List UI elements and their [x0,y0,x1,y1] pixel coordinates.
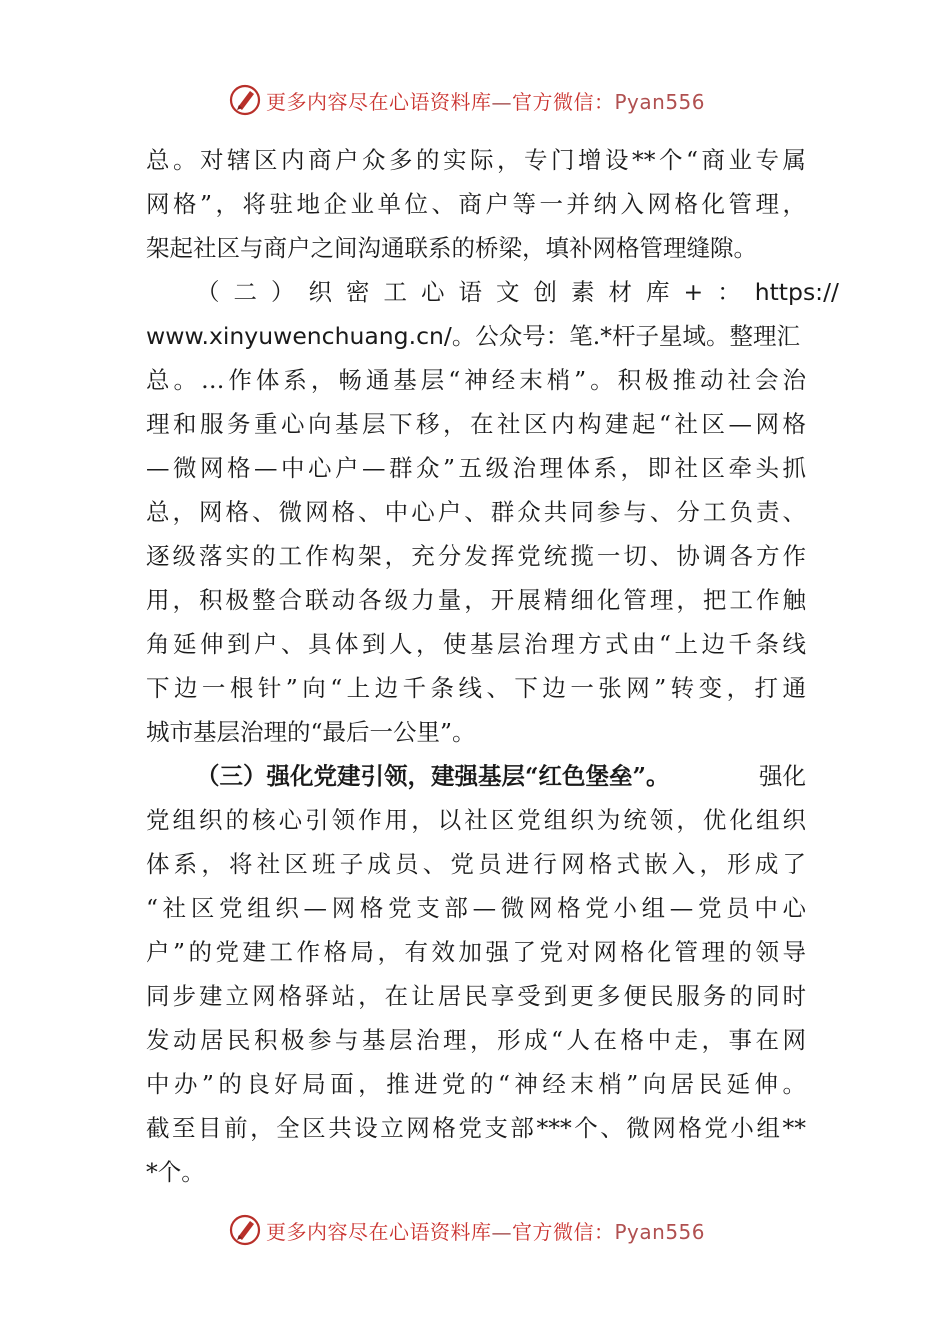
text-line: 网格”，将驻地企业单位、商户等一并纳入网格化管理， [146,190,806,218]
text-line: 体系，将社区班子成员、党员进行网格式嵌入，形成了 [146,850,806,878]
text-line: 同步建立网格驿站，在让居民享受到更多便民服务的同时 [146,982,806,1010]
text-line [146,270,839,314]
text-line: 总。对辖区内商户众多的实际，专门增设**个“商业专属 [146,146,806,174]
pen-logo-icon [228,83,262,117]
text-line: 用，积极整合联动各级力量，开展精细化管理，把工作触 [146,586,806,614]
pen-logo-icon [228,1213,262,1247]
website-link[interactable]: www.xinyuwenchuang.cn/ [146,322,452,350]
footer-banner [0,1210,950,1250]
text-line: 户”的党建工作格局，有效加强了党对网格化管理的领导 [146,938,806,966]
text-line: 下边一根针”向“上边千条线、下边一张网”转变，打通 [146,674,806,702]
document-body [146,138,839,1194]
section-heading-3: （三）强化党建引领，建强基层“红色堡垒”。 [196,762,670,790]
text-line: 逐级落实的工作构架，充分发挥党统揽一切、协调各方作 [146,542,806,570]
text-line: （三）强化党建引领，建强基层“红色堡垒”。 强化 [146,754,806,798]
text-line: 角延伸到户、具体到人，使基层治理方式由“上边千条线 [146,630,806,658]
text-line: 中办”的良好局面，推进党的“神经末梢”向居民延伸。 [146,1070,806,1098]
text-line: 总，网格、微网格、中心户、群众共同参与、分工负责、 [146,498,806,526]
banner-text: 更多内容尽在心语资料库—官方微信：Pyan556 [266,1219,706,1244]
text-line: —微网格—中心户—群众”五级治理体系，即社区牵头抓 [146,454,806,482]
link-text-url-part: https:// [754,278,839,306]
text-line: *个。 [146,1158,205,1186]
header-banner [0,80,950,120]
text-line: 架起社区与商户之间沟通联系的桥梁，填补网格管理缝隙。 [146,234,757,262]
text-line: 理和服务重心向基层下移，在社区内构建起“社区—网格 [146,410,806,438]
text-line: 总。…作体系，畅通基层“神经末梢”。积极推动社会治 [146,366,806,394]
banner-text: 更多内容尽在心语资料库—官方微信：Pyan556 [266,89,706,114]
text-line: 党组织的核心引领作用，以社区党组织为统领，优化组织 [146,806,806,834]
text-line: “社区党组织—网格党支部—微网格党小组—党员中心 [146,894,806,922]
text-line: 城市基层治理的“最后一公里”。 [146,718,476,746]
section-heading-2: （二）织密工心语文创素材库+： [196,278,755,306]
text-line: www.xinyuwenchuang.cn/。公众号：笔.*杆子星域。整理汇 [146,322,801,350]
text-line: 截至目前，全区共设立网格党支部***个、微网格党小组** [146,1114,806,1142]
text-line: 发动居民积极参与基层治理，形成“人在格中走，事在网 [146,1026,806,1054]
